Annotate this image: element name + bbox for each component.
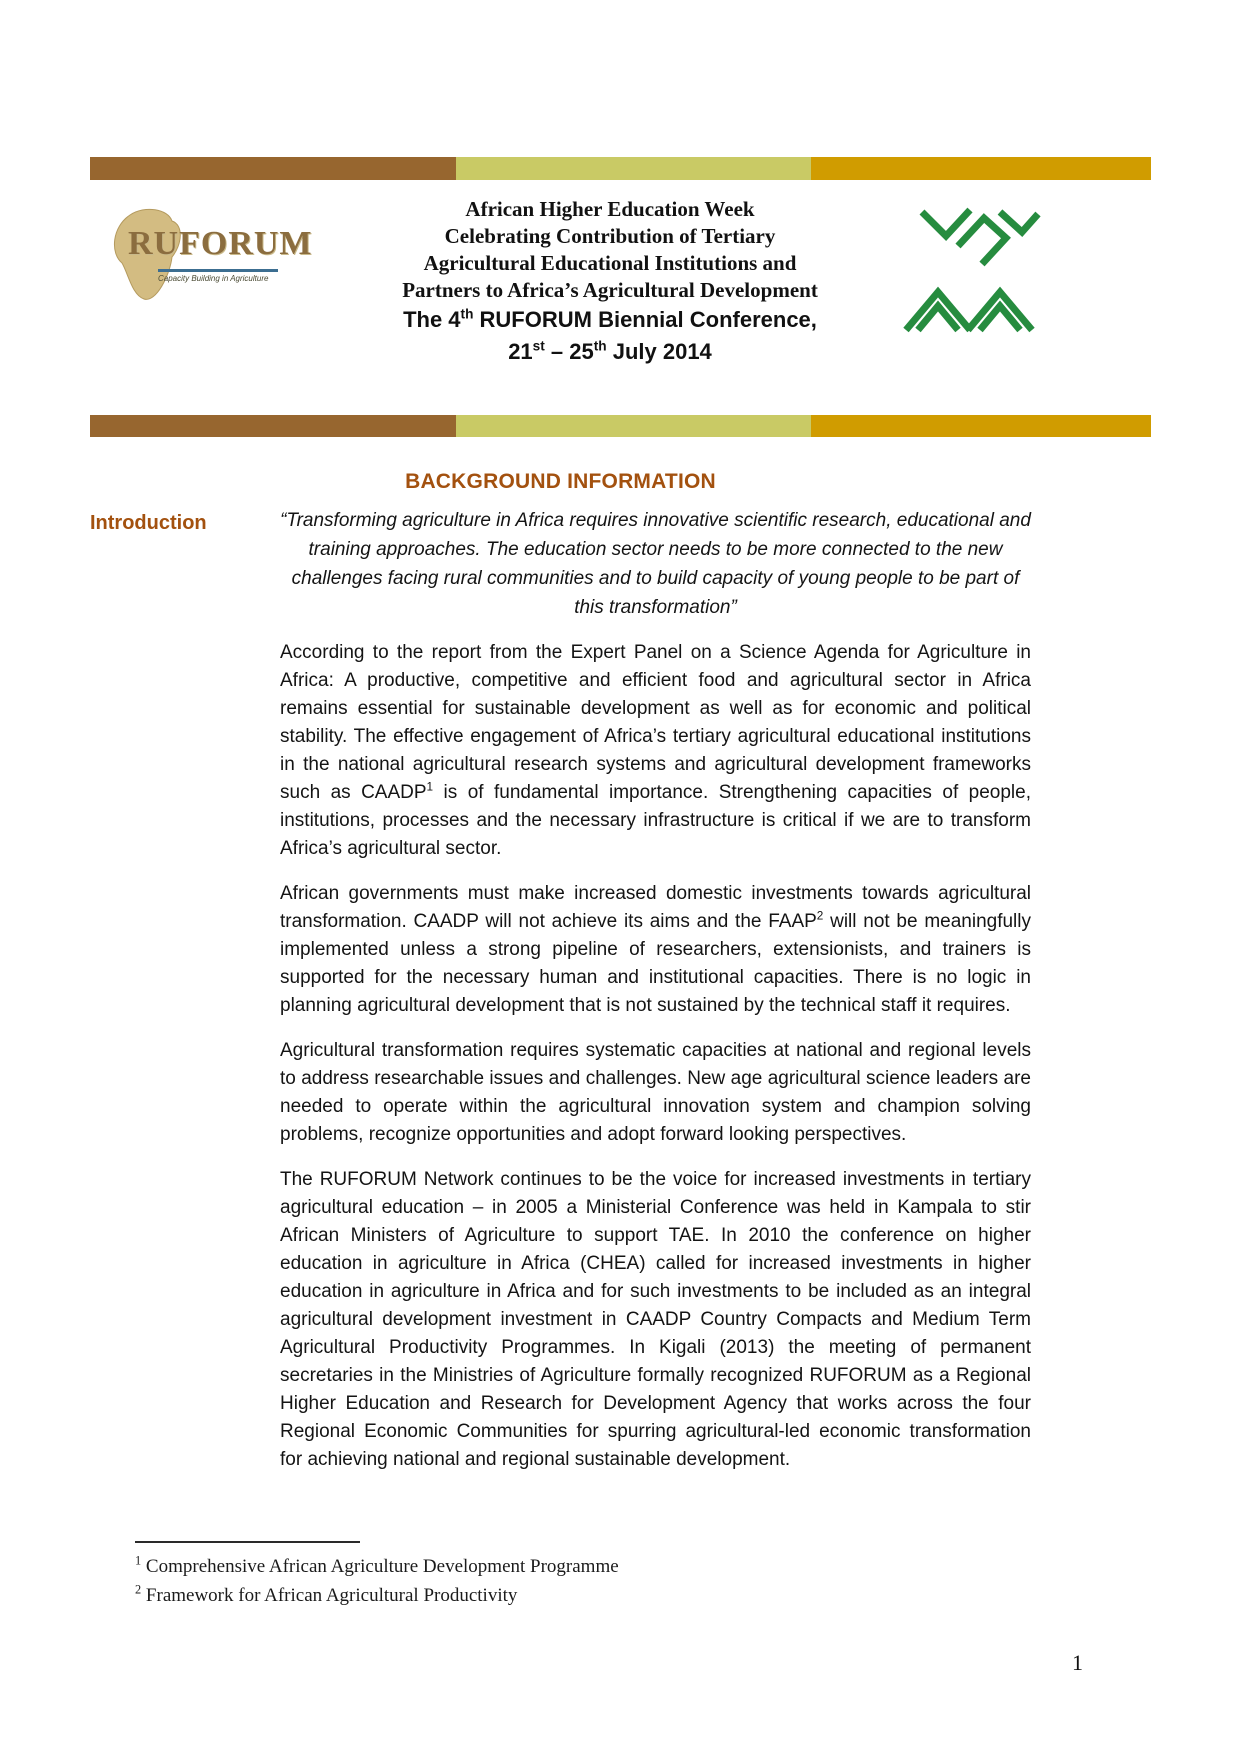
- opening-quote: “Transforming agriculture in Africa requires innovative scientific research, educational and training approaches. The education sector needs to be more connected to the new challenges facing rural communities and to build capacity of young people to be part of this transformation”: [280, 510, 1031, 618]
- conference-title-line: The 4th RUFORUM Biennial Conference,: [403, 306, 817, 332]
- ruforum-logo: [100, 207, 313, 307]
- top-color-bar: [90, 157, 1151, 180]
- footnote-2: $^2$ Framework for African Agricultural Productivity: [135, 1582, 518, 1606]
- conference-date-line: 21st – 25th July 2014: [508, 338, 712, 364]
- main-content: [90, 470, 1031, 1474]
- ruforum-wordmark: RUFORUM: [128, 225, 313, 262]
- margin-label-introduction: Introduction: [90, 512, 207, 534]
- title-line-4: Partners to Africa’s Agricultural Development: [402, 278, 818, 302]
- green-emblem-icon: [888, 198, 1048, 338]
- lower-color-bar: [90, 415, 1151, 437]
- bar-segment-gold: [811, 157, 1151, 180]
- section-heading: BACKGROUND INFORMATION: [405, 470, 716, 493]
- footnote-separator: [135, 1541, 360, 1543]
- bar-segment-gold: [811, 415, 1151, 437]
- paragraph-1: According to the report from the Expert Panel on a Science Agenda for Agriculture in Africa: A productive, competitive and efficient food and agricultural sector in Africa remains essential for sustainable development as well as for economic and political stability. The effective engagement of Africa’s tertiary agricultural educational institutions in the national agricultural research systems and agricultural development frameworks such as CAADP$^1$ is of fundamental importance. Strengthening capacities of people, institutions, processes and the necessary infrastructure is critical if we are to transform Africa’s agricultural sector.: [280, 642, 1031, 859]
- bar-segment-brown: [90, 415, 456, 437]
- bar-segment-brown: [90, 157, 456, 180]
- paragraph-2: African governments must make increased domestic investments towards agricultural transformation. CAADP will not achieve its aims and the FAAP$^2$ will not be meaningfully implemented unless a strong pipeline of researchers, extensionists, and trainers is supported for the necessary human and institutional capacities. There is no logic in planning agricultural development that is not sustained by the technical staff it requires.: [280, 883, 1031, 1016]
- title-line-2: Celebrating Contribution of Tertiary: [444, 224, 776, 248]
- paragraph-4: The RUFORUM Network continues to be the voice for increased investments in tertiary agricultural education – in 2005 a Ministerial Conference was held in Kampala to stir African Ministers of Agriculture to support TAE. In 2010 the conference on higher education in agriculture in Africa (CHEA) called for increased investments in higher education in agriculture in Africa and for such investments to be included as an integral agricultural development investment in CAADP Country Compacts and Medium Term Agricultural Productivity Programmes. In Kigali (2013) the meeting of permanent secretaries in the Ministries of Agriculture formally recognized RUFORUM as a Regional Higher Education and Research for Development Agency that works across the four Regional Economic Communities for spurring agricultural-led economic transformation for achieving national and regional sustainable development.: [280, 1169, 1031, 1470]
- title-line-3: Agricultural Educational Institutions and: [423, 251, 797, 275]
- footnotes-block: [135, 1552, 835, 1610]
- paragraph-3: Agricultural transformation requires systematic capacities at national and regional levels to address researchable issues and challenges. New age agricultural science leaders are needed to operate within the agricultural innovation system and champion solving problems, recognize opportunities and adopt forward looking perspectives.: [280, 1040, 1031, 1145]
- ruforum-tagline: Capacity Building in Agriculture: [158, 269, 278, 283]
- page-number: 1: [1072, 1650, 1083, 1675]
- bar-segment-khaki: [456, 415, 811, 437]
- footnote-1: $^1$ Comprehensive African Agriculture Development Programme: [135, 1553, 619, 1577]
- title-line-1: African Higher Education Week: [465, 197, 755, 221]
- header-title-block: [330, 196, 890, 368]
- bar-segment-khaki: [456, 157, 811, 180]
- text-column: [280, 506, 1031, 1474]
